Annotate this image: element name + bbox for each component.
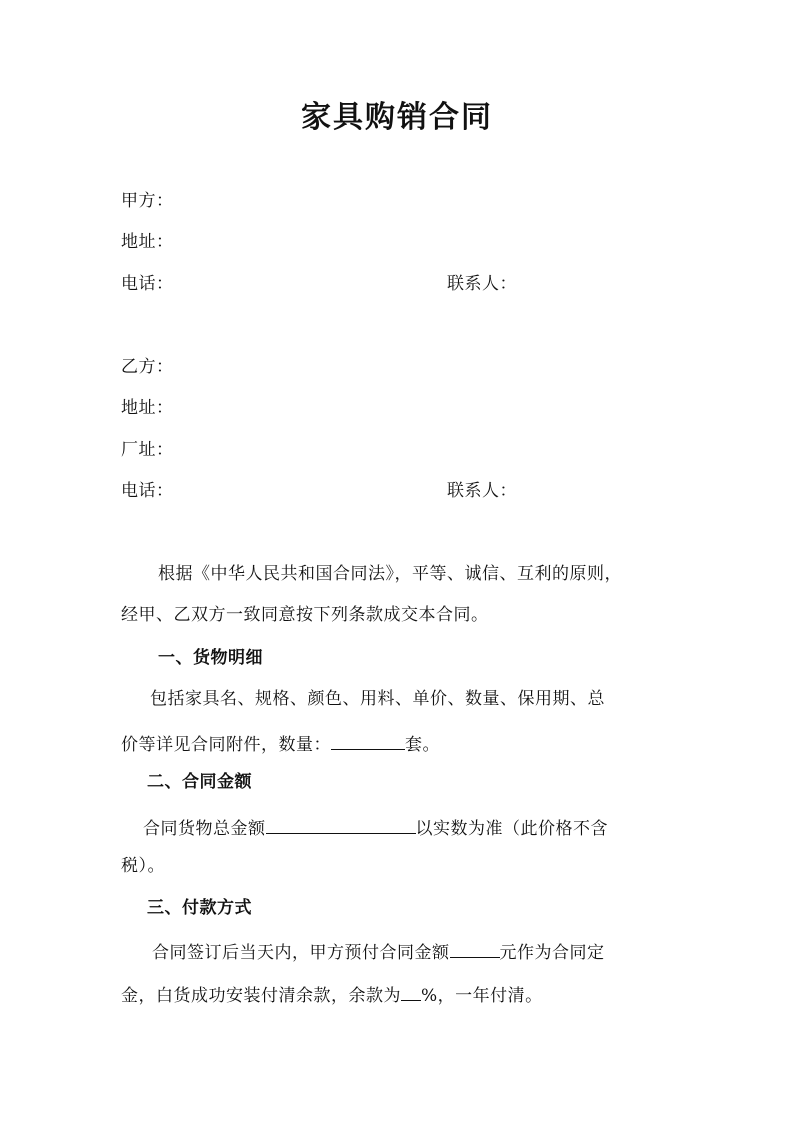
total-amount-blank <box>266 815 416 834</box>
section-2-heading: 二、合同金额 <box>147 772 252 792</box>
party-b-name-label: 乙方： <box>121 357 174 377</box>
preamble-line-1: 根据《中华人民共和国合同法》，平等、诚信、互利的原则， <box>158 564 622 584</box>
document-title: 家具购销合同 <box>301 100 493 135</box>
party-b-address-label: 地址： <box>121 398 174 418</box>
party-b-contact-label: 联系人： <box>447 481 517 501</box>
section-2-line-1-suffix: 以实数为准（此价格不含 <box>415 819 608 839</box>
section-1-heading: 一、货物明细 <box>158 648 263 668</box>
party-b-phone-label: 电话： <box>121 481 174 501</box>
party-a-phone-label: 电话： <box>121 274 174 294</box>
section-1-line-1: 包括家具名、规格、颜色、用料、单价、数量、保用期、总 <box>150 689 605 709</box>
section-1-line-2-text: 价等详见合同附件，数量： <box>121 735 331 755</box>
section-2-line-1 <box>143 815 608 840</box>
section-1-line-2 <box>121 731 440 756</box>
section-3-line-2-suffix: %，一年付清。 <box>421 986 543 1006</box>
section-3-heading: 三、付款方式 <box>147 898 252 918</box>
party-a-contact-label: 联系人： <box>447 274 517 294</box>
deposit-amount-blank <box>450 939 500 958</box>
preamble-line-2: 经甲、乙双方一致同意按下列条款成交本合同。 <box>121 605 489 625</box>
section-2-line-2: 税）。 <box>121 856 165 876</box>
party-a-name-label: 甲方： <box>121 191 174 211</box>
section-3-line-1-suffix: 元作为合同定 <box>499 943 605 963</box>
party-a-address-label: 地址： <box>121 232 174 252</box>
section-2-line-1-text: 合同货物总金额 <box>143 819 266 839</box>
balance-percent-blank <box>401 982 421 1001</box>
section-3-line-2 <box>121 982 543 1007</box>
section-3-line-2-text: 金，白货成功安装付清余款，余款为 <box>121 986 401 1006</box>
quantity-blank <box>331 731 405 750</box>
section-3-line-1 <box>152 939 605 964</box>
section-3-line-1-text: 合同签订后当天内，甲方预付合同金额 <box>152 943 450 963</box>
section-1-line-2-suffix: 套。 <box>405 735 440 755</box>
party-b-factory-label: 厂址： <box>121 440 174 460</box>
